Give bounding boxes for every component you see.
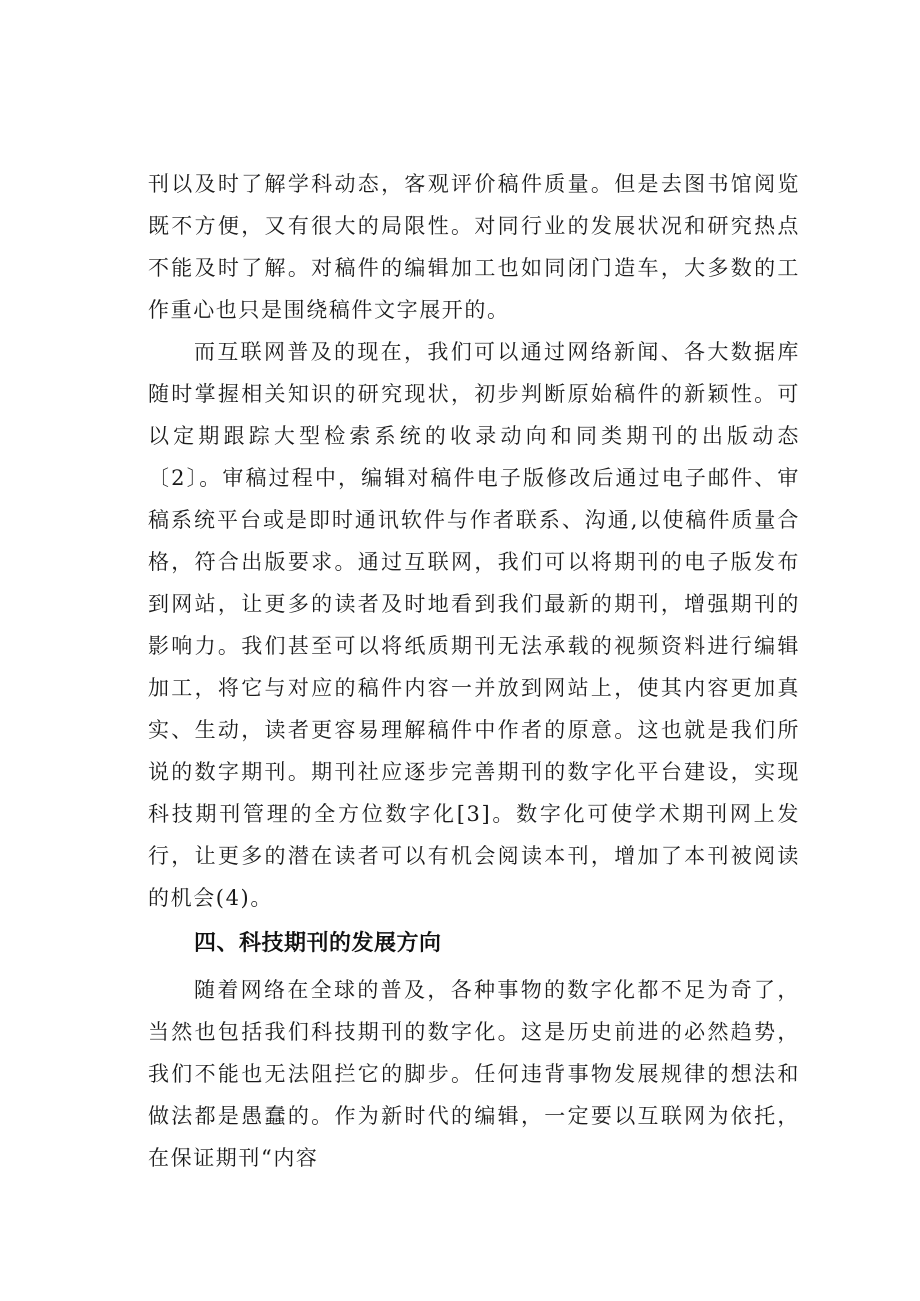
- document-body: [148, 163, 800, 1179]
- paragraph-continuation: 刊以及时了解学科动态，客观评价稿件质量。但是去图书馆阅览既不方便，又有很大的局限性。对同行业的发展状况和研究热点不能及时了解。对稿件的编辑加工也如同闭门造车，大多数的工作重心也只是围绕稿件文字展开的。: [148, 172, 800, 322]
- section-heading: 四、科技期刊的发展方向: [194, 931, 442, 956]
- paragraph-internet-era: 而互联网普及的现在，我们可以通过网络新闻、各大数据库随时掌握相关知识的研究现状，初步判断原始稿件的新颖性。可以定期跟踪大型检索系统的收录动向和同类期刊的出版动态〔2〕。审稿过程中，编辑对稿件电子版修改后通过电子邮件、审稿系统平台或是即时通讯软件与作者联系、沟通,以使稿件质量合格，符合出版要求。通过互联网，我们可以将期刊的电子版发布到网站，让更多的读者及时地看到我们最新的期刊，增强期刊的影响力。我们甚至可以将纸质期刊无法承载的视频资料进行编辑加工，将它与对应的稿件内容一并放到网站上，使其内容更加真实、生动，读者更容易理解稿件中作者的原意。这也就是我们所说的数字期刊。期刊社应逐步完善期刊的数字化平台建设，实现科技期刊管理的全方位数字化[3]。数字化可使学术期刊网上发行，让更多的潜在读者可以有机会阅读本刊，增加了本刊被阅读的机会(4)。: [148, 340, 800, 910]
- paragraph-development-direction: 随着网络在全球的普及，各种事物的数字化都不足为奇了，当然也包括我们科技期刊的数字化。这是历史前进的必然趋势，我们不能也无法阻拦它的脚步。任何违背事物发展规律的想法和做法都是愚蠢的。作为新时代的编辑，一定要以互联网为依托，在保证期刊“内容: [148, 978, 800, 1170]
